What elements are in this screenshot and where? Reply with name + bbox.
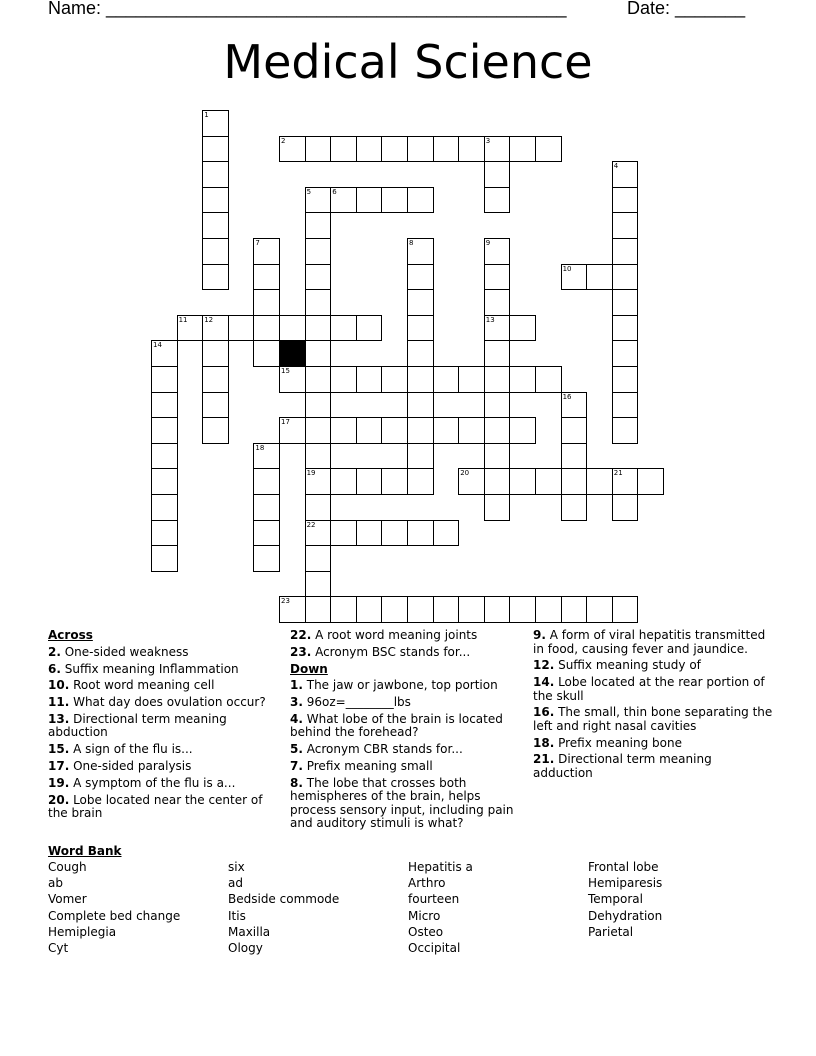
date-field[interactable]: Date: _______ (627, 0, 746, 18)
word-bank-item: Bedside commode (228, 892, 340, 907)
grid-cell[interactable] (484, 340, 511, 367)
clue-number-label: 1. (290, 678, 303, 693)
grid-cell[interactable] (253, 545, 280, 572)
clue-number: 18 (255, 443, 265, 452)
grid-cell[interactable] (612, 417, 639, 444)
name-field[interactable]: Name: ______________________________________________ (48, 0, 567, 18)
clue-number-label: 16. (533, 705, 555, 720)
word-bank-item: Cyt (48, 941, 69, 956)
grid-cell[interactable] (407, 264, 434, 291)
grid-cell[interactable] (407, 289, 434, 316)
grid-cell[interactable] (151, 392, 178, 419)
grid-cell[interactable] (305, 596, 332, 623)
grid-cell[interactable] (151, 443, 178, 470)
clue-number-label: 18. (533, 735, 555, 750)
word-bank-item: Frontal lobe (588, 860, 659, 874)
across-clue (48, 743, 273, 757)
grid-cell[interactable] (561, 494, 588, 521)
word-bank-item: six (228, 860, 245, 874)
page-title: Medical Science (223, 35, 593, 89)
clue-number-label: 9. (533, 628, 546, 642)
clue-number: 2 (281, 136, 286, 145)
grid-cell[interactable] (612, 289, 639, 316)
grid-cell[interactable] (253, 520, 280, 547)
clue-number-label: 8. (290, 775, 303, 790)
clue-number: 21 (613, 469, 623, 478)
clue-number: 13 (485, 315, 495, 324)
clue-number: 11 (178, 315, 188, 324)
down-clue (290, 713, 520, 740)
clue-number: 4 (613, 162, 619, 171)
clue-text: A form of viral hepatitis transmitted in food, causing fever and jaundice. (533, 628, 766, 656)
clues-column-1 (48, 629, 273, 824)
grid-cell[interactable] (253, 340, 280, 367)
clue-number: 3 (485, 136, 491, 145)
clue-text: Root word meaning cell (69, 678, 215, 693)
grid-cell[interactable] (612, 596, 639, 623)
clue-number-label: 6. (48, 661, 61, 676)
down-clue (290, 679, 520, 693)
grid-cell[interactable] (151, 417, 178, 444)
word-bank-item: Osteo (408, 924, 444, 939)
grid-cell[interactable] (202, 212, 229, 239)
word-bank-col-4 (588, 859, 662, 940)
word-bank-col-1 (48, 859, 180, 956)
word-bank-heading: Word Bank (48, 844, 122, 858)
clues-column-2 (290, 629, 520, 834)
down-clue (533, 659, 773, 673)
grid-cell[interactable] (253, 264, 280, 291)
grid-cell[interactable] (202, 264, 229, 291)
grid-cell[interactable] (356, 187, 383, 214)
grid-cell[interactable] (356, 136, 383, 163)
grid-cell[interactable] (305, 443, 332, 470)
grid-cell[interactable] (612, 494, 639, 521)
grid-cell[interactable] (356, 315, 383, 342)
grid-cell[interactable] (509, 596, 536, 623)
clue-text: Prefix meaning small (302, 759, 433, 774)
grid-cell[interactable] (381, 468, 408, 495)
grid-cell[interactable] (305, 212, 332, 239)
clue-text: Lobe located near the center of the brain (48, 792, 263, 821)
clue-number-label: 11. (48, 695, 70, 710)
across-clue (48, 663, 273, 677)
word-bank-item: Maxilla (228, 924, 271, 939)
down-clue (533, 737, 773, 751)
clue-text: Suffix meaning study of (554, 658, 701, 673)
grid-cell[interactable] (407, 136, 434, 163)
clue-text: Lobe located at the rear portion of the skull (533, 675, 765, 703)
across-clue (48, 713, 273, 740)
grid-cell[interactable] (202, 392, 229, 419)
word-bank-item: Itis (228, 908, 246, 923)
grid-cell[interactable] (356, 417, 383, 444)
grid-cell[interactable] (202, 187, 229, 214)
word-bank-item: Micro (408, 908, 441, 923)
grid-cell[interactable] (612, 264, 639, 291)
grid-cell[interactable] (407, 468, 434, 495)
grid-cell[interactable] (484, 187, 511, 214)
blocked-cell (279, 340, 306, 367)
clue-number-label: 20. (48, 792, 70, 807)
grid-cell[interactable] (509, 417, 536, 444)
clue-number: 14 (153, 341, 162, 350)
grid-cell[interactable] (356, 596, 383, 623)
grid-cell[interactable] (279, 315, 306, 342)
grid-cell[interactable] (484, 468, 511, 495)
grid-cell[interactable] (407, 366, 434, 393)
grid-cell[interactable] (458, 417, 485, 444)
grid-cell[interactable] (586, 264, 613, 291)
grid-cell[interactable] (612, 366, 639, 393)
grid-cell[interactable] (305, 571, 332, 598)
grid-cell[interactable] (253, 494, 280, 521)
clue-text: The lobe that crosses both hemispheres of the brain, helps process sensory input, including pain and auditory stimuli is what? (290, 775, 514, 831)
word-bank-item: ad (228, 876, 243, 891)
down-clue (533, 706, 773, 733)
grid-cell[interactable] (612, 238, 639, 265)
grid-cell[interactable] (612, 315, 639, 342)
grid-cell[interactable] (561, 596, 588, 623)
grid-cell[interactable] (253, 315, 280, 342)
grid-cell[interactable] (407, 417, 434, 444)
grid-cell[interactable] (330, 520, 357, 547)
grid-cell[interactable] (330, 468, 357, 495)
grid-cell[interactable] (228, 315, 255, 342)
clue-text: One-sided paralysis (69, 759, 192, 774)
grid-cell[interactable] (535, 366, 562, 393)
clue-text: Acronym BSC stands for... (311, 644, 471, 659)
grid-cell[interactable] (484, 596, 511, 623)
grid-cell[interactable] (433, 366, 460, 393)
grid-cell[interactable] (509, 366, 536, 393)
grid-cell[interactable] (407, 520, 434, 547)
clue-number-label: 13. (48, 711, 70, 726)
clue-text: What lobe of the brain is located behind the forehead? (290, 711, 503, 740)
down-clue (533, 629, 773, 656)
grid-cell[interactable] (586, 596, 613, 623)
grid-cell[interactable] (381, 417, 408, 444)
clue-number-label: 14. (533, 675, 555, 690)
grid-cell[interactable] (458, 136, 485, 163)
across-clue (48, 777, 273, 791)
grid-cell[interactable] (586, 468, 613, 495)
grid-cell[interactable] (305, 366, 332, 393)
clue-number: 7 (255, 239, 260, 247)
clue-text: The small, thin bone separating the left and right nasal cavities (533, 705, 773, 733)
clue-text: A symptom of the flu is a... (69, 775, 236, 790)
clue-text: What day does ovulation occur? (69, 695, 266, 710)
grid-cell[interactable] (151, 366, 178, 393)
clue-text: Prefix meaning bone (554, 735, 682, 750)
clue-number-label: 5. (290, 742, 303, 757)
across-clue (48, 679, 273, 693)
grid-cell[interactable] (381, 136, 408, 163)
word-bank-item: Arthro (408, 876, 446, 891)
clue-number-label: 10. (48, 678, 70, 693)
grid-cell[interactable] (484, 161, 511, 188)
grid-cell[interactable] (381, 596, 408, 623)
clue-number: 22 (306, 520, 316, 529)
grid-cell[interactable] (407, 315, 434, 342)
grid-cell[interactable] (561, 443, 588, 470)
grid-cell[interactable] (305, 315, 332, 342)
grid-cell[interactable] (484, 494, 511, 521)
across-clue (290, 646, 520, 660)
grid-cell[interactable] (305, 392, 332, 419)
clue-number-label: 7. (290, 759, 303, 774)
across-heading: Across (48, 628, 93, 642)
word-bank-item: ab (48, 876, 63, 891)
clue-number-label: 21. (533, 752, 555, 767)
grid-cell[interactable] (151, 494, 178, 521)
grid-cell[interactable] (535, 596, 562, 623)
clue-number: 20 (460, 469, 470, 478)
clue-number: 17 (281, 418, 290, 427)
clue-text: A root word meaning joints (311, 628, 478, 642)
grid-cell[interactable] (202, 340, 229, 367)
grid-cell[interactable] (305, 264, 332, 291)
word-bank-item: Occipital (408, 941, 461, 956)
grid-cell[interactable] (484, 392, 511, 419)
grid-cell[interactable] (330, 315, 357, 342)
clue-number-label: 2. (48, 644, 61, 659)
grid-cell[interactable] (433, 136, 460, 163)
clue-number: 8 (409, 239, 414, 247)
grid-cell[interactable] (305, 238, 332, 265)
clues-column-3 (533, 629, 773, 784)
down-clue (290, 696, 520, 710)
clue-text: A sign of the flu is... (69, 742, 193, 757)
grid-cell[interactable] (612, 392, 639, 419)
clue-text: The jaw or jawbone, top portion (302, 678, 498, 693)
word-bank-item: Vomer (48, 892, 87, 907)
grid-cell[interactable] (381, 187, 408, 214)
clue-number-label: 17. (48, 759, 70, 774)
clue-number: 16 (562, 392, 572, 401)
grid-cell[interactable] (561, 468, 588, 495)
down-clue (533, 753, 773, 780)
grid-cell[interactable] (151, 545, 178, 572)
grid-cell[interactable] (305, 136, 332, 163)
grid-cell[interactable] (509, 468, 536, 495)
down-clue (533, 676, 773, 703)
word-bank-item: Temporal (588, 892, 643, 907)
grid-cell[interactable] (509, 315, 536, 342)
clue-number: 15 (281, 367, 290, 375)
grid-cell[interactable] (535, 136, 562, 163)
grid-cell[interactable] (330, 596, 357, 623)
grid-cell[interactable] (407, 596, 434, 623)
across-clue (48, 760, 273, 774)
word-bank-col-2 (228, 859, 339, 956)
grid-cell[interactable] (305, 494, 332, 521)
grid-cell[interactable] (202, 366, 229, 393)
across-clue (290, 629, 520, 643)
clue-number-label: 22. (290, 628, 312, 642)
clue-number: 23 (281, 597, 290, 606)
clue-number-label: 12. (533, 658, 555, 673)
across-clue (48, 696, 273, 710)
grid-cell[interactable] (305, 545, 332, 572)
grid-cell[interactable] (202, 161, 229, 188)
word-bank-item: Hemiparesis (588, 876, 663, 891)
grid-cell[interactable] (535, 468, 562, 495)
grid-cell[interactable] (433, 596, 460, 623)
across-clue (48, 794, 273, 821)
grid-cell[interactable] (484, 443, 511, 470)
clue-number: 6 (332, 187, 337, 196)
grid-cell[interactable] (356, 366, 383, 393)
grid-cell[interactable] (612, 187, 639, 214)
grid-cell[interactable] (484, 417, 511, 444)
clue-number: 5 (306, 187, 312, 196)
clue-number-label: 15. (48, 742, 70, 757)
clue-number: 12 (204, 315, 214, 324)
grid-cell[interactable] (407, 392, 434, 419)
down-heading: Down (290, 661, 328, 676)
clue-number: 10 (562, 264, 572, 273)
grid-cell[interactable] (407, 187, 434, 214)
word-bank-item: Ology (228, 941, 263, 956)
grid-cell[interactable] (151, 520, 178, 547)
word-bank-item: Hemiplegia (48, 924, 117, 939)
grid-cell[interactable] (407, 340, 434, 367)
grid-cell[interactable] (561, 417, 588, 444)
grid-cell[interactable] (484, 366, 511, 393)
word-bank-item: Hepatitis a (408, 860, 473, 874)
word-bank-item: Cough (48, 860, 87, 874)
grid-cell[interactable] (253, 468, 280, 495)
grid-cell[interactable] (433, 520, 460, 547)
grid-cell[interactable] (356, 468, 383, 495)
grid-cell[interactable] (330, 136, 357, 163)
down-clue (290, 760, 520, 774)
grid-cell[interactable] (509, 136, 536, 163)
down-clue (290, 743, 520, 757)
grid-cell[interactable] (458, 366, 485, 393)
clue-number: 1 (204, 111, 209, 119)
grid-cell[interactable] (202, 238, 229, 265)
grid-cell[interactable] (637, 468, 664, 495)
grid-cell[interactable] (433, 417, 460, 444)
clue-number-label: 19. (48, 775, 70, 790)
clue-text: Directional term meaning adduction (533, 752, 712, 780)
grid-cell[interactable] (407, 443, 434, 470)
clue-number-label: 3. (290, 695, 303, 710)
clue-number: 9 (485, 239, 491, 247)
grid-cell[interactable] (381, 366, 408, 393)
word-bank-item: fourteen (408, 892, 460, 907)
grid-cell[interactable] (330, 366, 357, 393)
grid-cell[interactable] (202, 417, 229, 444)
grid-cell[interactable] (612, 212, 639, 239)
word-bank-item: Parietal (588, 924, 634, 939)
down-clue (290, 777, 520, 831)
clue-text: Directional term meaning abduction (48, 711, 227, 740)
grid-cell[interactable] (484, 264, 511, 291)
grid-cell[interactable] (305, 340, 332, 367)
grid-cell[interactable] (612, 340, 639, 367)
grid-cell[interactable] (305, 417, 332, 444)
word-bank-item: Complete bed change (48, 908, 181, 923)
word-bank-col-3 (408, 859, 473, 956)
grid-cell[interactable] (151, 468, 178, 495)
across-clue (48, 646, 273, 660)
grid-cell[interactable] (484, 289, 511, 316)
clue-text: 96oz=________lbs (302, 695, 411, 710)
grid-cell[interactable] (202, 136, 229, 163)
clue-text: Acronym CBR stands for... (302, 742, 463, 757)
grid-cell[interactable] (253, 289, 280, 316)
word-bank-item: Dehydration (588, 908, 663, 923)
clue-text: Suffix meaning Inflammation (60, 661, 239, 676)
grid-cell[interactable] (356, 520, 383, 547)
clue-number-label: 4. (290, 711, 303, 726)
clue-text: One-sided weakness (60, 644, 189, 659)
grid-cell[interactable] (330, 417, 357, 444)
grid-cell[interactable] (458, 596, 485, 623)
grid-cell[interactable] (305, 289, 332, 316)
clue-number: 19 (306, 469, 316, 478)
grid-cell[interactable] (381, 520, 408, 547)
clue-number-label: 23. (290, 644, 312, 659)
